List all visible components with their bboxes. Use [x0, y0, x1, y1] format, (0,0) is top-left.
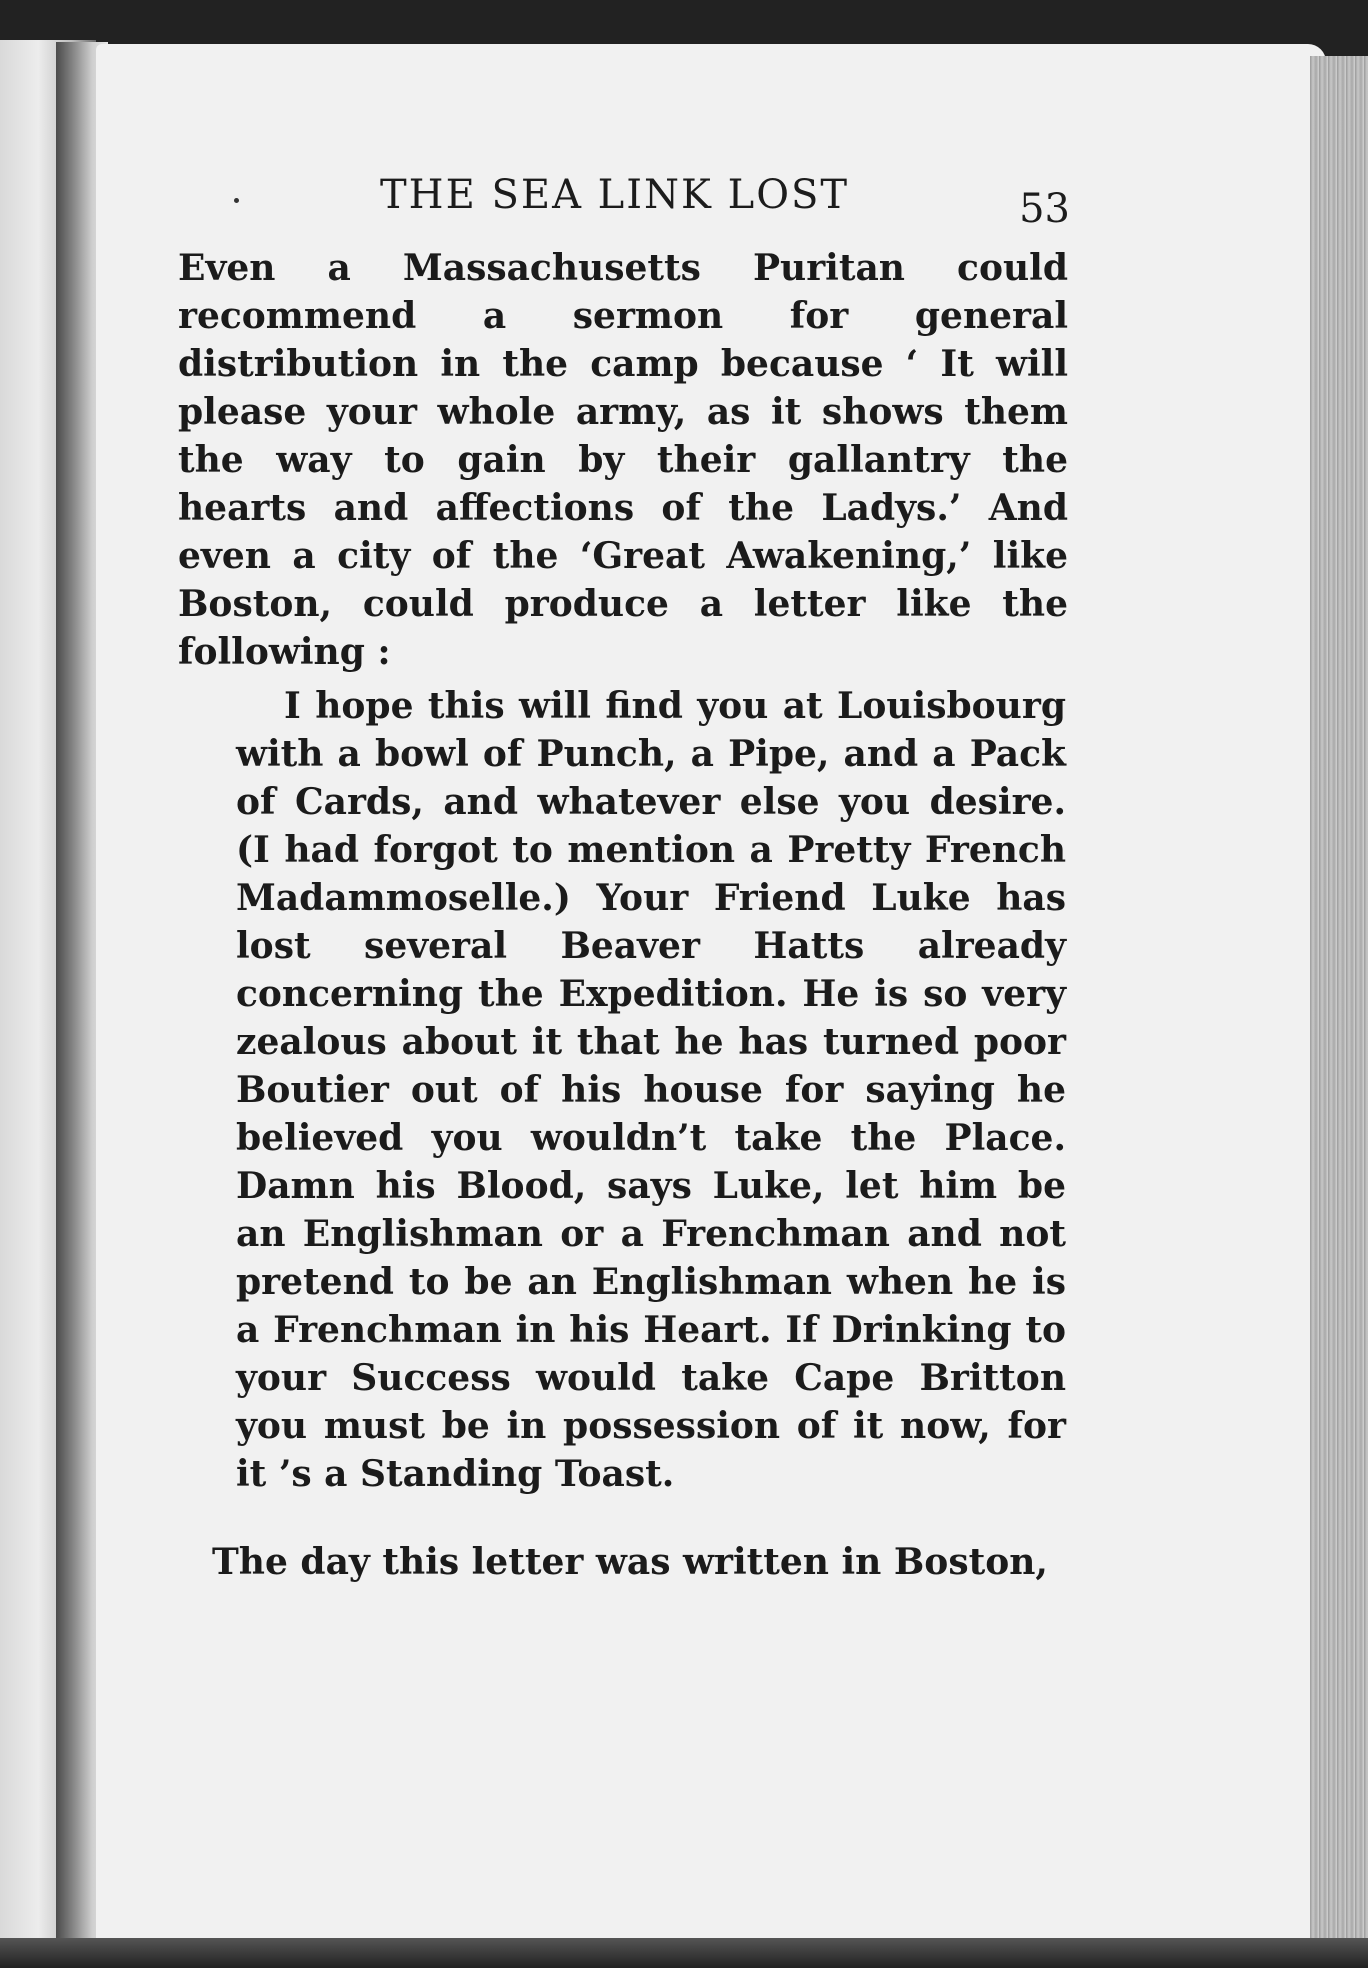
- bottom-shadow: [0, 1938, 1368, 1968]
- body-paragraph-2: The day this letter was written in Boston,: [212, 1541, 1048, 1583]
- body-paragraph-1: Even a Massachusetts Puritan could recommend a sermon for general distribution in the camp because ‘ It will please your whole army, as it shows them the way to gain by their gallantry the hearts and affections of the Ladys.’ And even a city of the ‘Great Awakening,’ like Boston, could produce a letter like the following :: [178, 247, 1068, 673]
- page-number: 53: [1019, 186, 1070, 232]
- running-title: THE SEA LINK LOST: [380, 172, 850, 218]
- running-head: [180, 172, 1070, 232]
- stray-mark: [234, 198, 239, 203]
- page-block-edge: [1310, 56, 1368, 1956]
- quoted-letter: I hope this will find you at Louisbourg with a bowl of Punch, a Pipe, and a Pack of Cards, and whatever else you desire. (I had forgot to mention a Pretty French Madammoselle.) Your Friend Luke has lost several Beaver Hatts already concerning the Expedition. He is so very zealous about it that he has turned poor Boutier out of his house for saying he believed you wouldn’t take the Place. Damn his Blood, says Luke, let him be an Englishman or a Frenchman and not pretend to be an Englishman when he is a Frenchman in his Heart. If Drinking to your Success would take Cape Britton you must be in possession of it now, for it ’s a Standing Toast.: [236, 685, 1066, 1495]
